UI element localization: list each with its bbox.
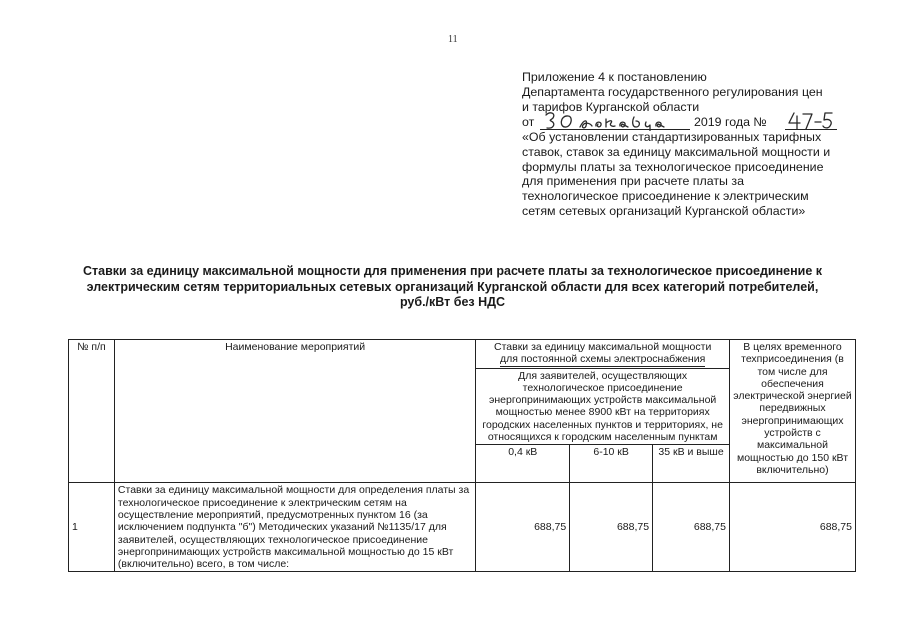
rates-table <box>68 339 856 572</box>
header-permanent-line-2: для постоянной схемы электроснабжения <box>500 353 706 366</box>
header-voltage-0-4: 0,4 кВ <box>476 445 570 483</box>
decree-title-line-2: ставок, ставок за единицу максимальной мощности и <box>522 144 831 159</box>
appendix-line-1: Приложение 4 к постановлению <box>522 70 707 84</box>
row-num: 1 <box>69 483 115 572</box>
header-permanent-scheme <box>476 340 730 369</box>
row-value-35: 688,75 <box>653 483 730 572</box>
decree-title-line-1: «Об установлении стандартизированных тарифных <box>522 129 822 144</box>
document-title <box>40 264 865 311</box>
date-line <box>522 115 862 130</box>
appendix-header <box>522 70 862 219</box>
appendix-line-3: и тарифов Курганской области <box>522 99 700 114</box>
row-value-0-4: 688,75 <box>476 483 570 572</box>
page-number: 11 <box>448 34 458 45</box>
handwritten-number-signature <box>785 109 837 131</box>
handwritten-day-field <box>540 115 690 130</box>
title-line-1: Ставки за единицу максимальной мощности для применения при расчете платы за технологическое присоединение к <box>82 264 823 278</box>
handwritten-day-signature <box>540 109 690 131</box>
appendix-line-2: Департамента государственного регулирования цен <box>522 84 823 99</box>
row-name: Ставки за единицу максимальной мощности для определения платы за технологическое присоединение к электрическим сетям на осуществление мероприятий, предусмотренных пунктом 16 (за исключением подпункта "б") Методических указаний №1135/17 для заявителей, осуществляющих технологическое присоединение энергопринимающих устройств максимальной мощностью до 15 кВт (включительно) всего, в том числе: <box>114 483 475 572</box>
year-and-number-label: 2019 года № <box>694 114 767 129</box>
row-value-6-10: 688,75 <box>570 483 653 572</box>
table-header-row <box>69 340 856 369</box>
header-permanent-line-1: Ставки за единицу максимальной мощности <box>494 341 712 353</box>
decree-title-line-3: формулы платы за технологическое присоединение <box>522 159 824 174</box>
date-prefix: от <box>522 114 535 129</box>
handwritten-number-field <box>785 115 837 130</box>
header-temporary: В целях временного техприсоединения (в том числе для обеспечения электрической энергией передвижных энергопринимающих устройств с максимальной мощностью до 150 кВт включительно) <box>729 340 855 483</box>
header-voltage-6-10: 6-10 кВ <box>570 445 653 483</box>
decree-title-line-5: технологическое присоединение к электрическим <box>522 189 809 204</box>
title-line-2: электрическим сетям территориальных сетевых организаций Курганской области для всех категорий потребителей, <box>86 279 819 294</box>
header-name: Наименование мероприятий <box>114 340 475 483</box>
header-num: № п/п <box>69 340 115 483</box>
title-line-3: руб./кВт без НДС <box>399 295 506 309</box>
header-voltage-35: 35 кВ и выше <box>653 445 730 483</box>
table-row <box>69 483 856 572</box>
decree-title-line-6: сетям сетевых организаций Курганской области» <box>522 204 806 219</box>
decree-title-line-4: для применения при расчете платы за <box>522 174 744 189</box>
header-applicants: Для заявителей, осуществляющих технологическое присоединение энергопринимающих устройств максимальной мощностью менее 8900 кВт на территориях городских населенных пунктов и территориях, не относящихся к городским населенным пунктам <box>476 368 730 445</box>
row-value-temporary: 688,75 <box>729 483 855 572</box>
